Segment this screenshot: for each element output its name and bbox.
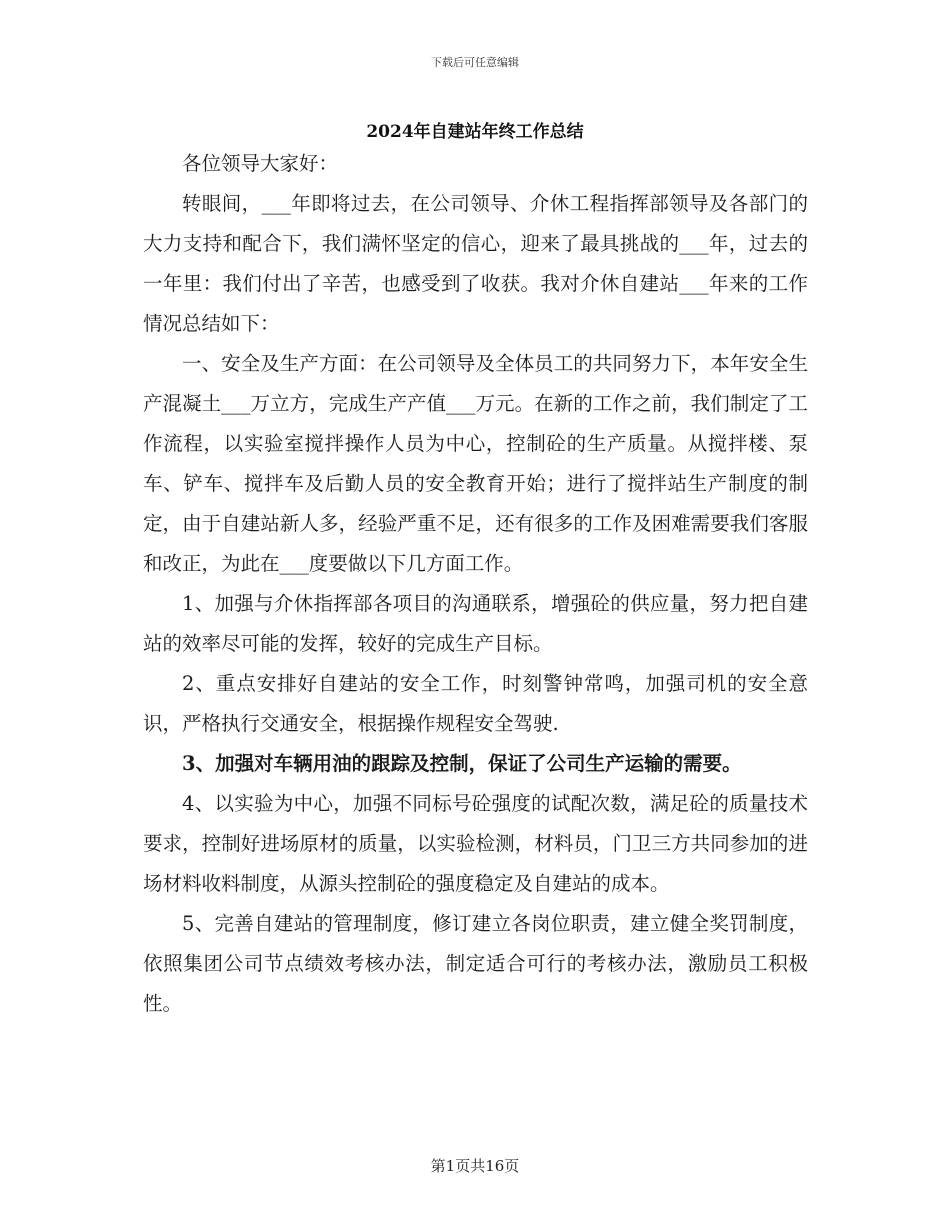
- paragraph-safety-production: 一、安全及生产方面：在公司领导及全体员工的共同努力下，本年安全生产混凝土___万立方，完成生产产值___万元。在新的工作之前，我们制定了工作流程，以实验室搅拌操作人员为中心，控制砼的生产质量。从搅拌楼、泵车、铲车、搅拌车及后勤人员的安全教育开始；进行了搅拌站生产制度的制定，由于自建站新人多，经验严重不足，还有很多的工作及困难需要我们客服和改正，为此在___度要做以下几方面工作。: [143, 352, 808, 575]
- page-title: 2024年自建站年终工作总结: [366, 122, 584, 142]
- paragraph-item-1: 1、加强与介休指挥部各项目的沟通联系，增强砼的供应量，努力把自建站的效率尽可能的发挥，较好的完成生产目标。: [143, 592, 808, 655]
- paragraph-item-2: 2、重点安排好自建站的安全工作，时刻警钟常鸣，加强司机的安全意识，严格执行交通安全，根据操作规程安全驾驶.: [143, 672, 808, 735]
- greeting: 各位领导大家好：: [182, 152, 339, 175]
- header-note: 下载后可任意编辑: [431, 56, 519, 69]
- paragraph-intro: 转眼间，___年即将过去，在公司领导、介休工程指挥部领导及各部门的大力支持和配合下，我们满怀坚定的信心，迎来了最具挑战的___年，过去的一年里：我们付出了辛苦，也感受到了收获。我对介休自建站___年来的工作情况总结如下：: [143, 192, 808, 335]
- paragraph-item-3: 3、加强对车辆用油的跟踪及控制，保证了公司生产运输的需要。: [182, 752, 742, 775]
- paragraph-item-4: 4、以实验为中心，加强不同标号砼强度的试配次数，满足砼的质量技术要求，控制好进场原材的质量，以实验检测，材料员，门卫三方共同参加的进场材料收料制度，从源头控制砼的强度稳定及自建站的成本。: [143, 792, 808, 895]
- document-body: [143, 144, 808, 1024]
- paragraph-item-5: 5、完善自建站的管理制度，修订建立各岗位职责，建立健全奖罚制度，依照集团公司节点绩效考核办法，制定适合可行的考核办法，激励员工积极性。: [143, 912, 808, 1015]
- page-footer: 第1页共16页: [430, 1157, 520, 1175]
